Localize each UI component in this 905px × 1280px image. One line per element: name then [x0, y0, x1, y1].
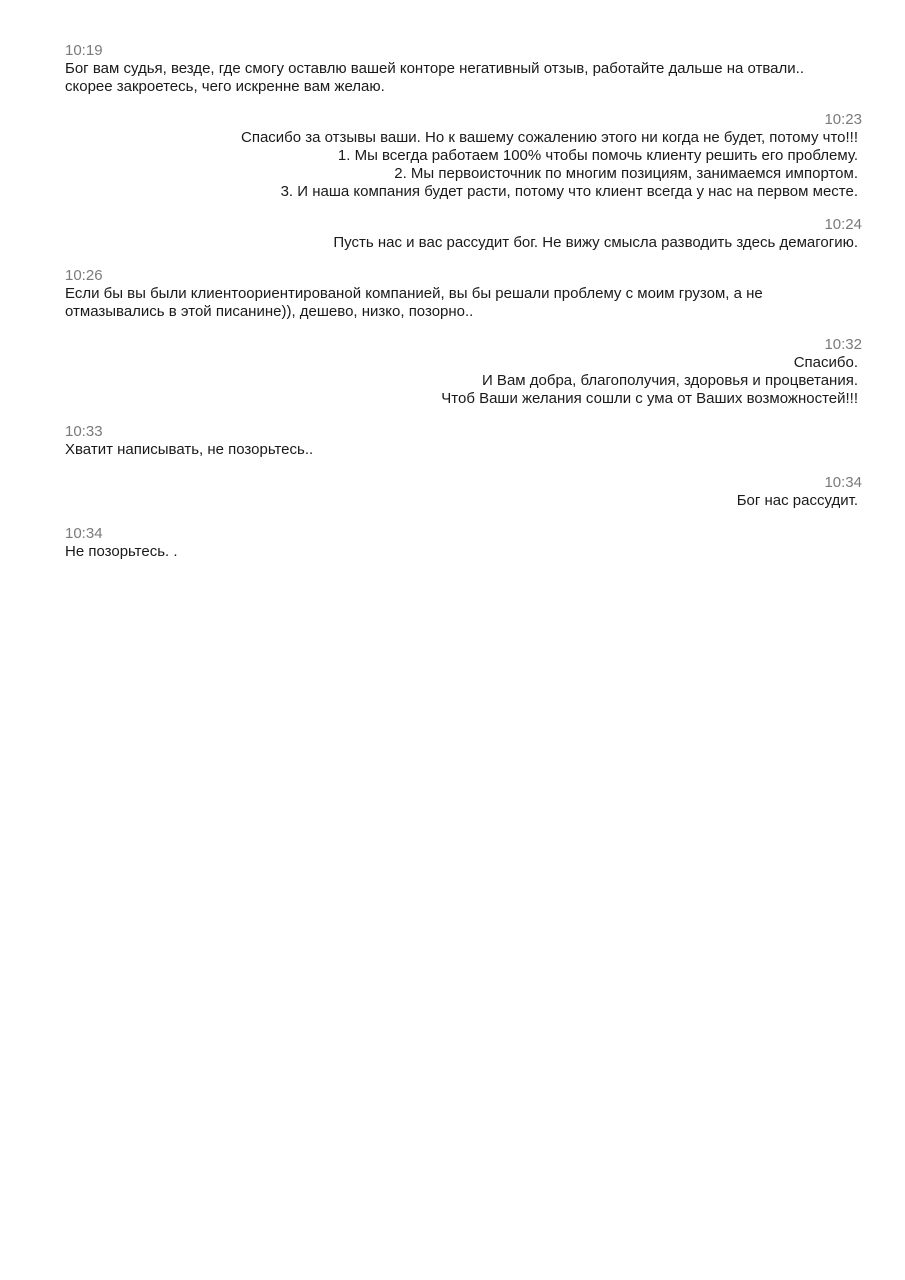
message-text-line: Чтоб Ваши желания сошли с ума от Ваших возможностей!!! [441, 390, 858, 407]
message-outgoing [65, 216, 862, 252]
message-time: 10:23 [824, 111, 862, 128]
message-text-line: Пусть нас и вас рассудит бог. Не вижу смысла разводить здесь демагогию. [333, 234, 858, 251]
message-text-line: 3. И наша компания будет расти, потому что клиент всегда у нас на первом месте. [280, 183, 858, 200]
message-text-line: отмазывались в этой писанине)), дешево, низко, позорно.. [65, 303, 474, 320]
message-text-line: скорее закроетесь, чего искренне вам желаю. [65, 78, 385, 95]
message-outgoing [65, 111, 862, 201]
message-incoming [65, 42, 862, 96]
message-text-line: 2. Мы первоисточник по многим позициям, занимаемся импортом. [394, 165, 858, 182]
message-text-line: Не позорьтесь. . [65, 543, 178, 560]
message-time: 10:34 [824, 474, 862, 491]
message-incoming [65, 423, 862, 459]
message-incoming [65, 267, 862, 321]
message-time: 10:32 [824, 336, 862, 353]
message-time: 10:33 [65, 423, 103, 440]
message-text-line: Спасибо. [793, 354, 858, 371]
message-time: 10:24 [824, 216, 862, 233]
message-text-line: Хватит написывать, не позорьтесь.. [65, 441, 314, 458]
message-outgoing [65, 336, 862, 408]
message-text-line: И Вам добра, благополучия, здоровья и процветания. [481, 372, 858, 389]
message-time: 10:19 [65, 42, 103, 59]
chat-transcript [65, 42, 862, 576]
message-outgoing [65, 474, 862, 510]
message-text-line: Спасибо за отзывы ваши. Но к вашему сожалению этого ни когда не будет, потому что!!! [240, 129, 858, 146]
message-incoming [65, 525, 862, 561]
message-text-line: Бог нас рассудит. [736, 492, 858, 509]
message-time: 10:26 [65, 267, 103, 284]
message-text-line: Бог вам судья, везде, где смогу оставлю вашей конторе негативный отзыв, работайте дальше на отвали.. [65, 60, 804, 77]
message-text-line: Если бы вы были клиентоориентированой компанией, вы бы решали проблему с моим грузом, а не [65, 285, 763, 302]
message-time: 10:34 [65, 525, 103, 542]
message-text-line: 1. Мы всегда работаем 100% чтобы помочь клиенту решить его проблему. [337, 147, 858, 164]
